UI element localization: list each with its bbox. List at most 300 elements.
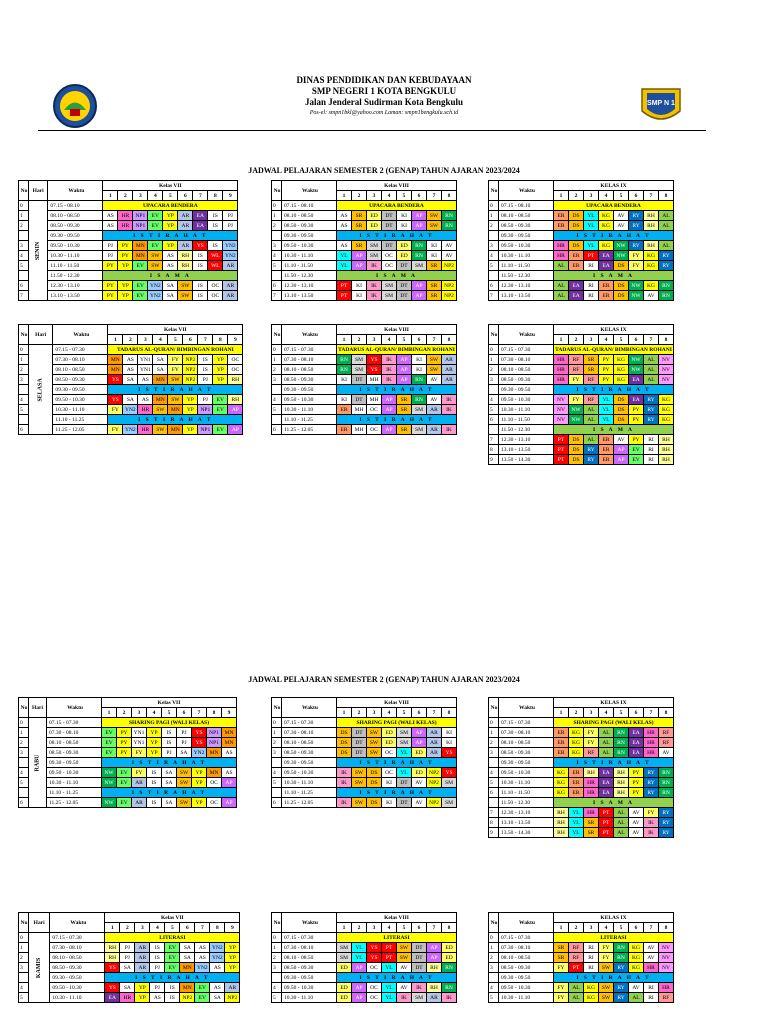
subject-cell: YP	[118, 261, 133, 271]
period-number	[272, 973, 282, 983]
subject-cell: IS	[150, 943, 165, 953]
time-range: 07.30 - 08.10	[50, 943, 105, 953]
time-range: 08.50 - 09.30	[499, 221, 554, 231]
subject-cell: PY	[103, 281, 118, 291]
waktu-header: Waktu	[282, 913, 337, 933]
period-number: 6	[489, 281, 499, 291]
no-header: No	[19, 181, 29, 201]
subject-cell: DT	[412, 943, 427, 953]
section-c8	[271, 180, 457, 301]
subject-cell: NP2	[183, 365, 198, 375]
hari-header: Hari	[29, 913, 50, 933]
time-row	[19, 983, 240, 993]
subject-cell: PJ	[103, 241, 118, 251]
subject-cell: DS	[569, 435, 584, 445]
time-row	[272, 355, 457, 365]
subject-cell: OC	[367, 963, 382, 973]
period-number: 0	[272, 718, 282, 728]
header-row	[489, 698, 674, 708]
time-range: 11.10 - 11.50	[48, 261, 103, 271]
subject-cell: KI	[382, 798, 397, 808]
subject-cell: YP	[147, 738, 162, 748]
subject-cell: EV	[133, 291, 148, 301]
day-name: KAMIS	[36, 957, 43, 978]
subject-cell: NV	[554, 405, 569, 415]
subject-cell: SW	[177, 768, 192, 778]
subject-cell: KI	[352, 281, 367, 291]
class-number: 7	[427, 335, 442, 345]
subject-cell: KG	[599, 221, 614, 231]
subject-cell: SR	[352, 221, 367, 231]
class-number: 4	[599, 335, 614, 345]
subject-cell: YL	[584, 211, 599, 221]
time-row	[272, 778, 457, 788]
time-range: 10.30 - 11.10	[499, 405, 554, 415]
time-row	[272, 405, 457, 415]
waktu-header: Waktu	[50, 913, 105, 933]
class-number: 8	[659, 923, 674, 933]
time-row	[489, 973, 674, 983]
subject-cell: YN2	[148, 281, 163, 291]
time-row	[19, 768, 237, 778]
period-number: 1	[272, 211, 282, 221]
schedule-table	[18, 912, 240, 1003]
section-c7	[18, 180, 238, 301]
subject-cell: MN	[133, 251, 148, 261]
subject-cell: YN1	[132, 728, 147, 738]
class-number: 3	[367, 708, 382, 718]
subject-cell: YP	[225, 943, 240, 953]
subject-cell: FY	[629, 261, 644, 271]
subject-cell: HR	[659, 983, 674, 993]
class-number: 5	[163, 191, 178, 201]
time-row	[489, 231, 674, 241]
time-range: 12.30 - 13.10	[499, 435, 554, 445]
time-range: 12.30 - 13.10	[48, 281, 103, 291]
subject-cell: SR	[584, 818, 599, 828]
subject-cell: YL	[352, 943, 367, 953]
event-cell: I S A M A	[337, 271, 457, 281]
time-range: 09.50 - 10.30	[50, 983, 105, 993]
time-range: 08.10 - 08.50	[282, 738, 337, 748]
class-number: 2	[352, 191, 367, 201]
subject-cell: AS	[222, 768, 237, 778]
subject-cell: PT	[554, 445, 569, 455]
subject-cell: RH	[659, 445, 674, 455]
time-range: 07.15 - 08.10	[499, 201, 554, 211]
subject-cell: AR	[427, 993, 442, 1003]
subject-cell: PY	[629, 435, 644, 445]
subject-cell: SW	[397, 953, 412, 963]
class-number: 1	[103, 191, 118, 201]
class-number: 7	[644, 923, 659, 933]
subject-cell: AS	[337, 241, 352, 251]
subject-cell: AL	[599, 748, 614, 758]
subject-cell: RY	[659, 828, 674, 838]
subject-cell: RN	[442, 983, 457, 993]
time-range: 07.15 - 07.30	[53, 345, 108, 355]
subject-cell: SM	[382, 281, 397, 291]
time-range: 09.50 - 10.30	[282, 768, 337, 778]
subject-cell: DS	[569, 241, 584, 251]
class-number: 4	[382, 708, 397, 718]
subject-cell: SM	[397, 738, 412, 748]
subject-cell: AV	[644, 943, 659, 953]
subject-cell: AP	[352, 251, 367, 261]
class-number: 8	[210, 923, 225, 933]
subject-cell: SM	[412, 993, 427, 1003]
subject-cell: FY	[599, 953, 614, 963]
subject-cell: DT	[352, 738, 367, 748]
header-row	[489, 181, 674, 191]
time-range: 10.30 - 11.10	[48, 251, 103, 261]
subject-cell: PT	[569, 963, 584, 973]
subject-cell: FY	[554, 993, 569, 1003]
subject-cell: AV	[397, 983, 412, 993]
time-row	[489, 375, 674, 385]
waktu-header: Waktu	[282, 325, 337, 345]
class-number: 8	[207, 708, 222, 718]
time-range: 09.50 - 10.30	[48, 241, 103, 251]
subject-cell: YN2	[223, 251, 238, 261]
subject-cell: MN	[133, 241, 148, 251]
time-row	[272, 973, 457, 983]
subject-cell: SM	[442, 798, 457, 808]
subject-cell: DT	[397, 778, 412, 788]
subject-cell: NP2	[442, 261, 457, 271]
subject-cell: PY	[629, 778, 644, 788]
school-address: Jalan Jenderal Sudirman Kota Bengkulu	[304, 97, 464, 107]
subject-cell: SR	[427, 281, 442, 291]
time-row	[489, 768, 674, 778]
subject-cell: ER	[599, 291, 614, 301]
subject-cell: NW	[102, 768, 117, 778]
subject-cell: SA	[120, 983, 135, 993]
time-row	[489, 345, 674, 355]
time-row	[489, 963, 674, 973]
time-range: 08.50 - 09.30	[48, 221, 103, 231]
time-range: 12.30 - 13.10	[282, 281, 337, 291]
subject-cell: NV	[659, 375, 674, 385]
subject-cell: SW	[352, 768, 367, 778]
subject-cell: EV	[117, 768, 132, 778]
time-range: 11.10 - 11.25	[282, 788, 337, 798]
period-number: 0	[272, 345, 282, 355]
class-number: 6	[180, 923, 195, 933]
subject-cell: AR	[427, 405, 442, 415]
subject-cell: IK	[367, 281, 382, 291]
subject-cell: KG	[614, 365, 629, 375]
class-number: 6	[412, 708, 427, 718]
time-range: 08.10 - 08.50	[499, 738, 554, 748]
class-number: 2	[123, 335, 138, 345]
subject-cell: NW	[614, 241, 629, 251]
class-number: 4	[150, 923, 165, 933]
subject-cell: SW	[178, 281, 193, 291]
time-range: 08.50 - 09.30	[282, 221, 337, 231]
section-c8	[271, 324, 457, 435]
subject-cell: ED	[337, 983, 352, 993]
time-range: 08.10 - 08.50	[499, 365, 554, 375]
subject-cell: YL	[569, 808, 584, 818]
time-range: 08.10 - 08.50	[53, 365, 108, 375]
subject-cell: SA	[163, 281, 178, 291]
subject-cell: ER	[569, 778, 584, 788]
subject-cell: AP	[412, 728, 427, 738]
subject-cell: DT	[412, 963, 427, 973]
class-number: 1	[554, 191, 569, 201]
subject-cell: IK	[337, 778, 352, 788]
subject-cell: KG	[584, 993, 599, 1003]
subject-cell: NW	[629, 355, 644, 365]
period-number: 6	[489, 788, 499, 798]
time-row	[489, 405, 674, 415]
subject-cell: AV	[412, 778, 427, 788]
time-row	[19, 963, 240, 973]
subject-cell: KI	[427, 251, 442, 261]
period-number	[272, 758, 282, 768]
section-c9	[488, 912, 674, 1003]
subject-cell: DS	[337, 748, 352, 758]
header-row	[19, 698, 237, 708]
period-number: 1	[489, 943, 499, 953]
time-range: 09.30 - 09.50	[50, 973, 105, 983]
time-range: 07.15 - 07.30	[50, 933, 105, 943]
subject-cell: AL	[584, 415, 599, 425]
class-number: 8	[659, 708, 674, 718]
subject-cell: EA	[599, 778, 614, 788]
subject-cell: ER	[337, 405, 352, 415]
time-row	[19, 365, 243, 375]
time-row	[19, 993, 240, 1003]
class-number: 6	[177, 708, 192, 718]
header-row	[19, 913, 240, 923]
subject-cell: MN	[207, 768, 222, 778]
class-number: 2	[569, 335, 584, 345]
subject-cell: RH	[614, 778, 629, 788]
period-number: 5	[19, 993, 29, 1003]
subject-cell: YS	[367, 365, 382, 375]
time-range: 07.15 - 08.10	[282, 201, 337, 211]
time-range: 13.10 - 13.50	[282, 291, 337, 301]
subject-cell: NW	[102, 778, 117, 788]
subject-cell: RH	[554, 808, 569, 818]
class-number: 7	[193, 191, 208, 201]
time-row	[19, 425, 243, 435]
subject-cell: DT	[352, 395, 367, 405]
class-number: 6	[412, 923, 427, 933]
subject-cell: SA	[162, 768, 177, 778]
subject-cell: ER	[569, 251, 584, 261]
subject-cell: SW	[352, 778, 367, 788]
subject-cell: YL	[397, 748, 412, 758]
subject-cell: AL	[569, 993, 584, 1003]
time-row	[489, 788, 674, 798]
subject-cell: AV	[629, 818, 644, 828]
subject-cell: SW	[599, 993, 614, 1003]
subject-cell: AP	[412, 221, 427, 231]
kelas-header: Kelas VIII	[337, 913, 457, 923]
subject-cell: PT	[337, 291, 352, 301]
subject-cell: YL	[337, 251, 352, 261]
subject-cell: IS	[193, 291, 208, 301]
period-number: 5	[272, 405, 282, 415]
subject-cell: AP	[412, 281, 427, 291]
time-row	[19, 728, 237, 738]
subject-cell: AR	[427, 738, 442, 748]
time-row	[489, 808, 674, 818]
subject-cell: AS	[163, 251, 178, 261]
class-number: 3	[584, 923, 599, 933]
period-number: 2	[272, 365, 282, 375]
subject-cell: RI	[644, 983, 659, 993]
subject-cell: PT	[584, 251, 599, 261]
time-row	[19, 973, 240, 983]
subject-cell: EV	[148, 211, 163, 221]
subject-cell: KI	[397, 221, 412, 231]
class-number: 1	[102, 708, 117, 718]
subject-cell: NW	[569, 405, 584, 415]
period-number: 6	[272, 798, 282, 808]
subject-cell: RY	[629, 211, 644, 221]
subject-cell: RF	[584, 395, 599, 405]
subject-cell: ER	[569, 768, 584, 778]
subject-cell: RH	[427, 983, 442, 993]
subject-cell: SW	[427, 221, 442, 231]
event-cell: I S A M A	[103, 271, 238, 281]
subject-cell: EA	[599, 788, 614, 798]
subject-cell: YP	[183, 405, 198, 415]
time-range: 10.30 - 11.10	[282, 251, 337, 261]
subject-cell: FY	[132, 748, 147, 758]
subject-cell: SW	[148, 251, 163, 261]
period-number	[19, 231, 29, 241]
time-row	[19, 271, 238, 281]
period-number: 0	[489, 718, 499, 728]
time-range: 12.30 - 13.10	[499, 808, 554, 818]
period-number: 3	[489, 748, 499, 758]
time-range: 09.30 - 09.50	[48, 231, 103, 241]
subject-cell: MH	[352, 425, 367, 435]
class-number: 9	[225, 923, 240, 933]
subject-cell: EV	[213, 405, 228, 415]
subject-cell: YP	[192, 798, 207, 808]
kelas-header: Kelas VIII	[337, 325, 457, 335]
subject-cell: NP2	[427, 778, 442, 788]
subject-cell: DS	[337, 738, 352, 748]
day-label	[29, 718, 47, 808]
subject-cell: RY	[614, 963, 629, 973]
time-row	[489, 435, 674, 445]
period-number: 2	[489, 738, 499, 748]
subject-cell: AP	[352, 993, 367, 1003]
event-cell: I S T I R A H A T	[554, 758, 674, 768]
subject-cell: AS	[123, 355, 138, 365]
subject-cell: AV	[427, 375, 442, 385]
subject-cell: DS	[569, 211, 584, 221]
subject-cell: KG	[629, 963, 644, 973]
subject-cell: EV	[165, 953, 180, 963]
subject-cell: SM	[367, 251, 382, 261]
period-number: 3	[19, 963, 29, 973]
subject-cell: RF	[569, 943, 584, 953]
time-row	[19, 221, 238, 231]
subject-cell: RH	[105, 953, 120, 963]
subject-cell: YL	[599, 405, 614, 415]
time-row	[489, 993, 674, 1003]
subject-cell: YS	[108, 395, 123, 405]
period-number: 7	[489, 435, 499, 445]
subject-cell: RH	[554, 818, 569, 828]
period-number: 0	[272, 201, 282, 211]
event-cell: I S T I R A H A T	[337, 231, 457, 241]
no-header: No	[19, 325, 29, 345]
subject-cell: KI	[412, 365, 427, 375]
event-cell: I S T I R A H A T	[108, 415, 243, 425]
subject-cell: YS	[367, 355, 382, 365]
period-number: 9	[489, 455, 499, 465]
subject-cell: SR	[397, 395, 412, 405]
subject-cell: FY	[108, 425, 123, 435]
subject-cell: RN	[614, 738, 629, 748]
period-number	[272, 788, 282, 798]
subject-cell: PY	[117, 748, 132, 758]
period-number: 1	[272, 728, 282, 738]
subject-cell: SW	[427, 365, 442, 375]
period-number: 4	[489, 768, 499, 778]
time-range: 07.30 - 08.10	[499, 355, 554, 365]
subject-cell: RY	[644, 395, 659, 405]
time-range: 13.10 - 13.50	[48, 291, 103, 301]
class-number: 6	[178, 191, 193, 201]
class-number: 1	[337, 191, 352, 201]
subject-cell: DS	[569, 445, 584, 455]
subject-cell: IS	[198, 365, 213, 375]
time-range: 08.50 - 09.30	[499, 375, 554, 385]
subject-cell: MN	[180, 983, 195, 993]
time-row	[272, 241, 457, 251]
subject-cell: YN1	[138, 365, 153, 375]
subject-cell: AL	[644, 365, 659, 375]
subject-cell: AR	[135, 963, 150, 973]
class-number: 8	[659, 191, 674, 201]
class-number: 3	[367, 335, 382, 345]
subject-cell: RH	[614, 788, 629, 798]
subject-cell: AS	[138, 395, 153, 405]
time-range: 11.50 - 12.30	[48, 271, 103, 281]
subject-cell: OC	[382, 251, 397, 261]
subject-cell: DS	[367, 768, 382, 778]
subject-cell: SW	[427, 211, 442, 221]
subject-cell: RY	[659, 818, 674, 828]
no-header: No	[489, 698, 499, 718]
subject-cell: AR	[223, 291, 238, 301]
subject-cell: AL	[584, 435, 599, 445]
no-header: No	[272, 181, 282, 201]
event-cell: I S T I R A H A T	[554, 385, 674, 395]
subject-cell: RF	[569, 355, 584, 365]
subject-cell: SR	[584, 365, 599, 375]
subject-cell: OC	[228, 355, 243, 365]
subject-cell: YL	[584, 221, 599, 231]
subject-cell: ER	[554, 738, 569, 748]
header-row	[19, 325, 243, 335]
subject-cell: YP	[213, 355, 228, 365]
period-number: 1	[19, 355, 29, 365]
time-range: 09.30 - 09.50	[282, 758, 337, 768]
subject-cell: YP	[163, 221, 178, 231]
subject-cell: RF	[584, 748, 599, 758]
